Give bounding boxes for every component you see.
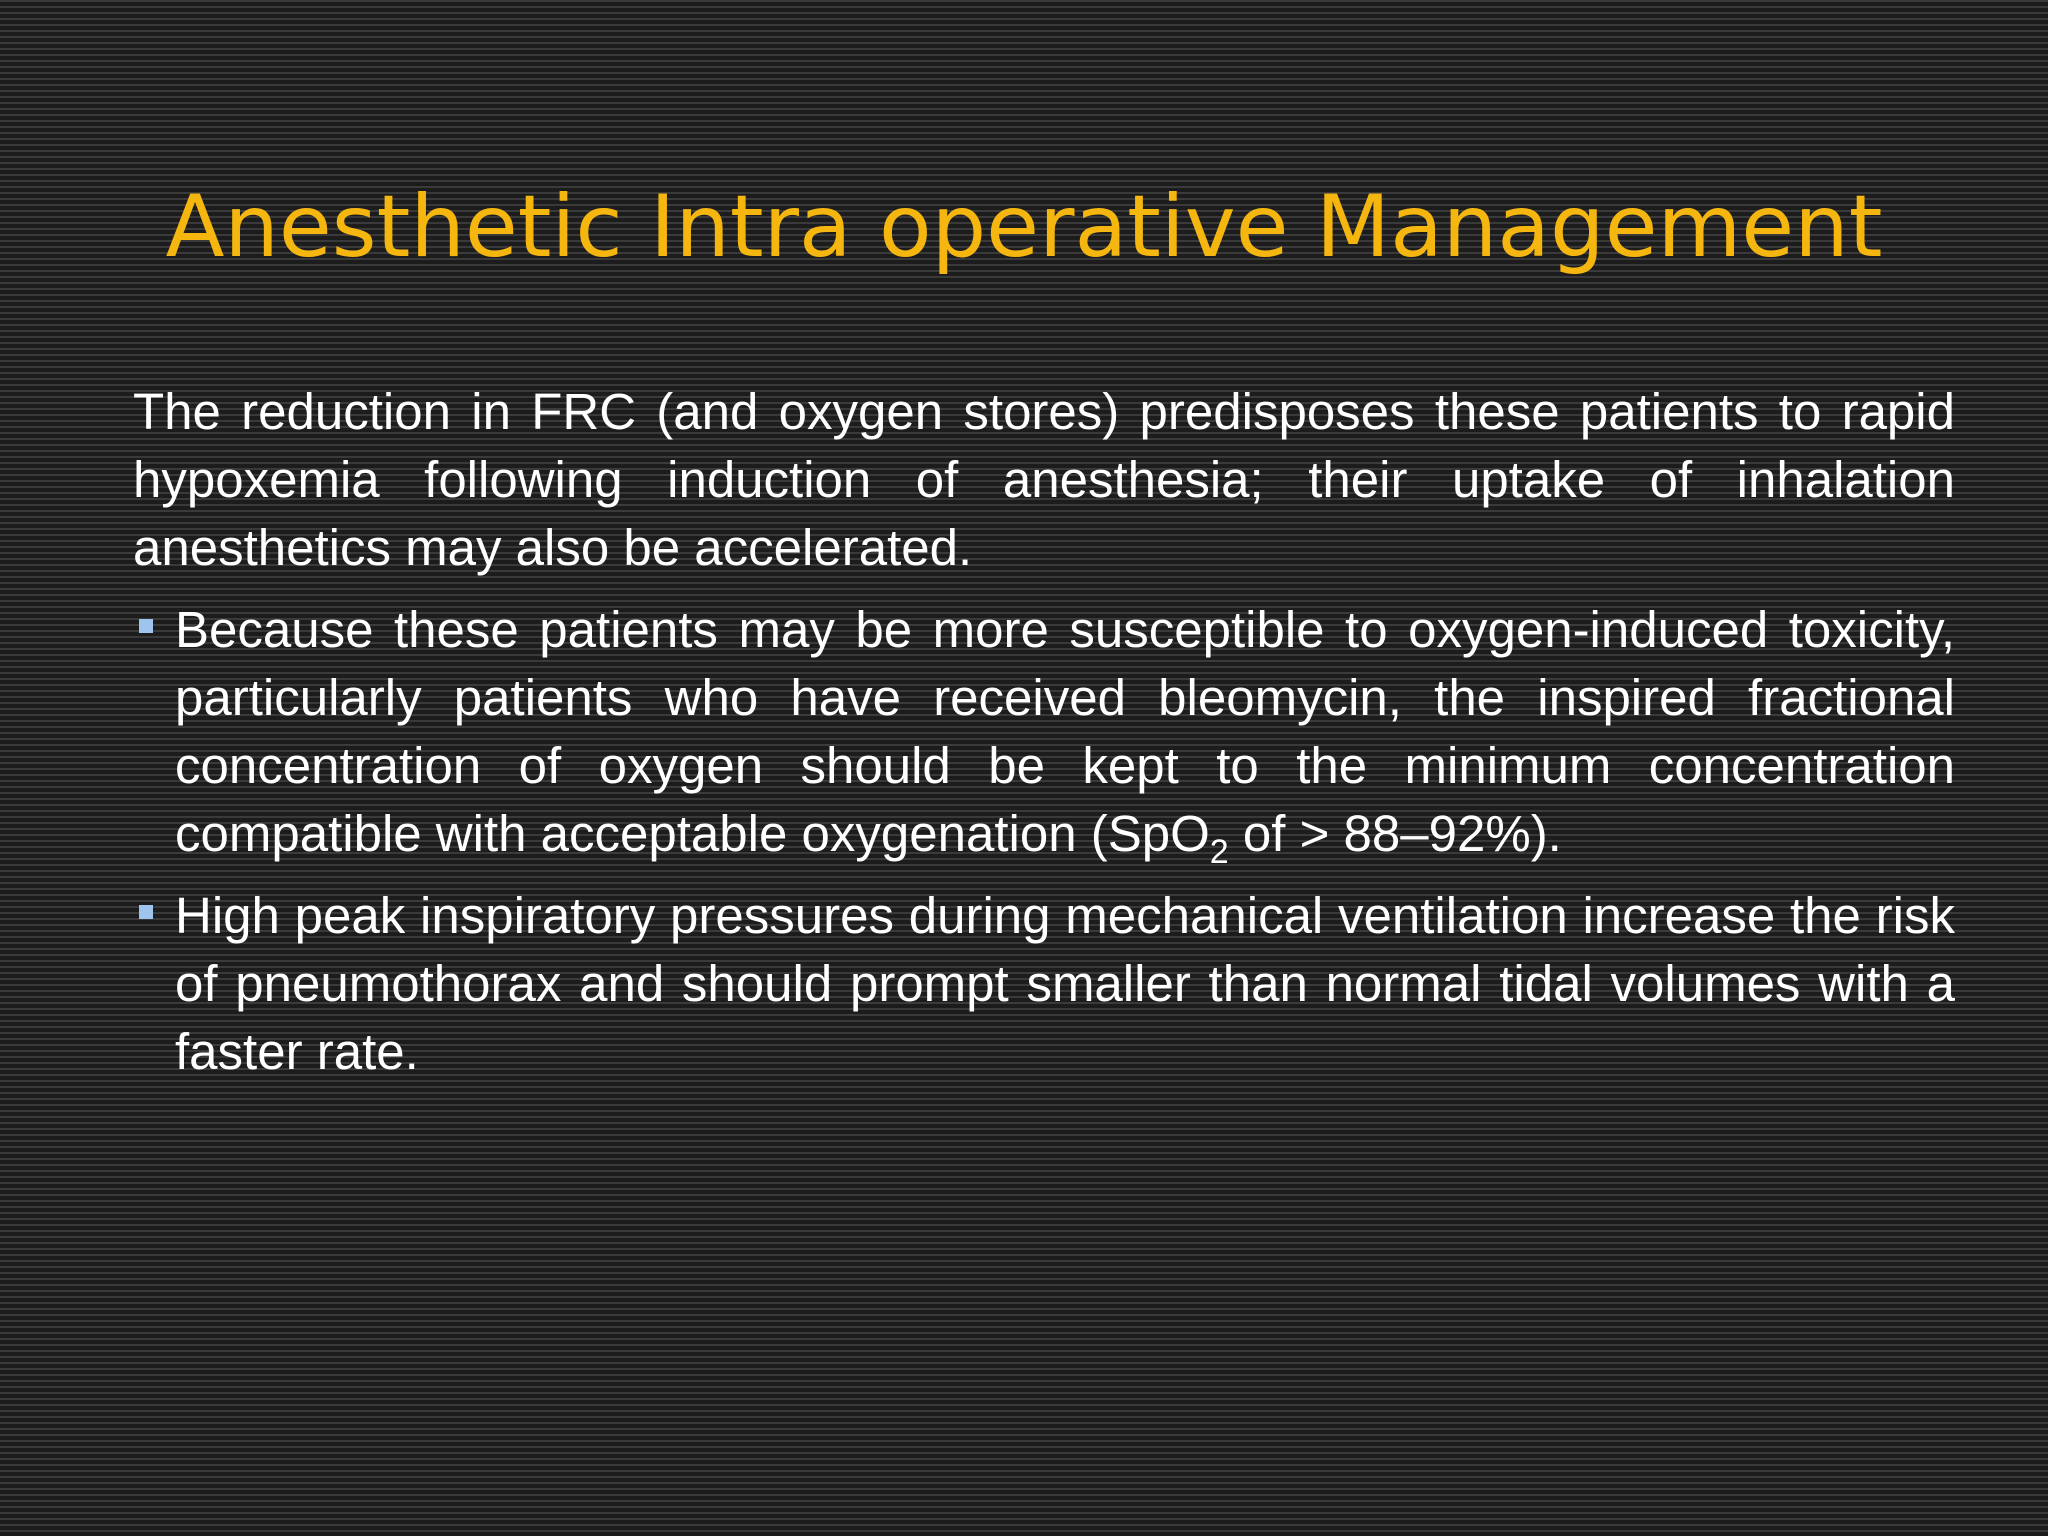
spo2-subscript: 2: [1209, 833, 1229, 871]
square-bullet-icon: [139, 905, 153, 919]
bullet-text-oxygen: [175, 596, 1955, 871]
square-bullet-icon: [139, 619, 153, 633]
intro-paragraph: The reduction in FRC (and oxygen stores) predisposes these patients to rapid hypoxemia following induction of anesthesia; their uptake of inhalation anesthetics may also be accelerated.: [133, 383, 1955, 576]
bullet-item-oxygen: [133, 596, 1955, 871]
bullet-text-oxygen-part1: Because these patients may be more susceptible to oxygen-induced toxicity, particularly patients who have received bleomycin, the inspired fractional concentration of oxygen should be kept to the minimum concentration compatible with acceptable oxygenation (SpO: [175, 601, 1955, 862]
bullet-item-ventilation: [133, 882, 1955, 1086]
bullet-text-ventilation: High peak inspiratory pressures during mechanical ventilation increase the risk of pneumothorax and should prompt smaller than normal tidal volumes with a faster rate.: [175, 887, 1955, 1080]
bullet-list: [133, 596, 1955, 1086]
slide-content: [133, 378, 1955, 1100]
slide-title: Anesthetic Intra operative Management: [165, 177, 1883, 277]
bullet-text-oxygen-part2: of > 88–92%).: [1228, 805, 1562, 862]
